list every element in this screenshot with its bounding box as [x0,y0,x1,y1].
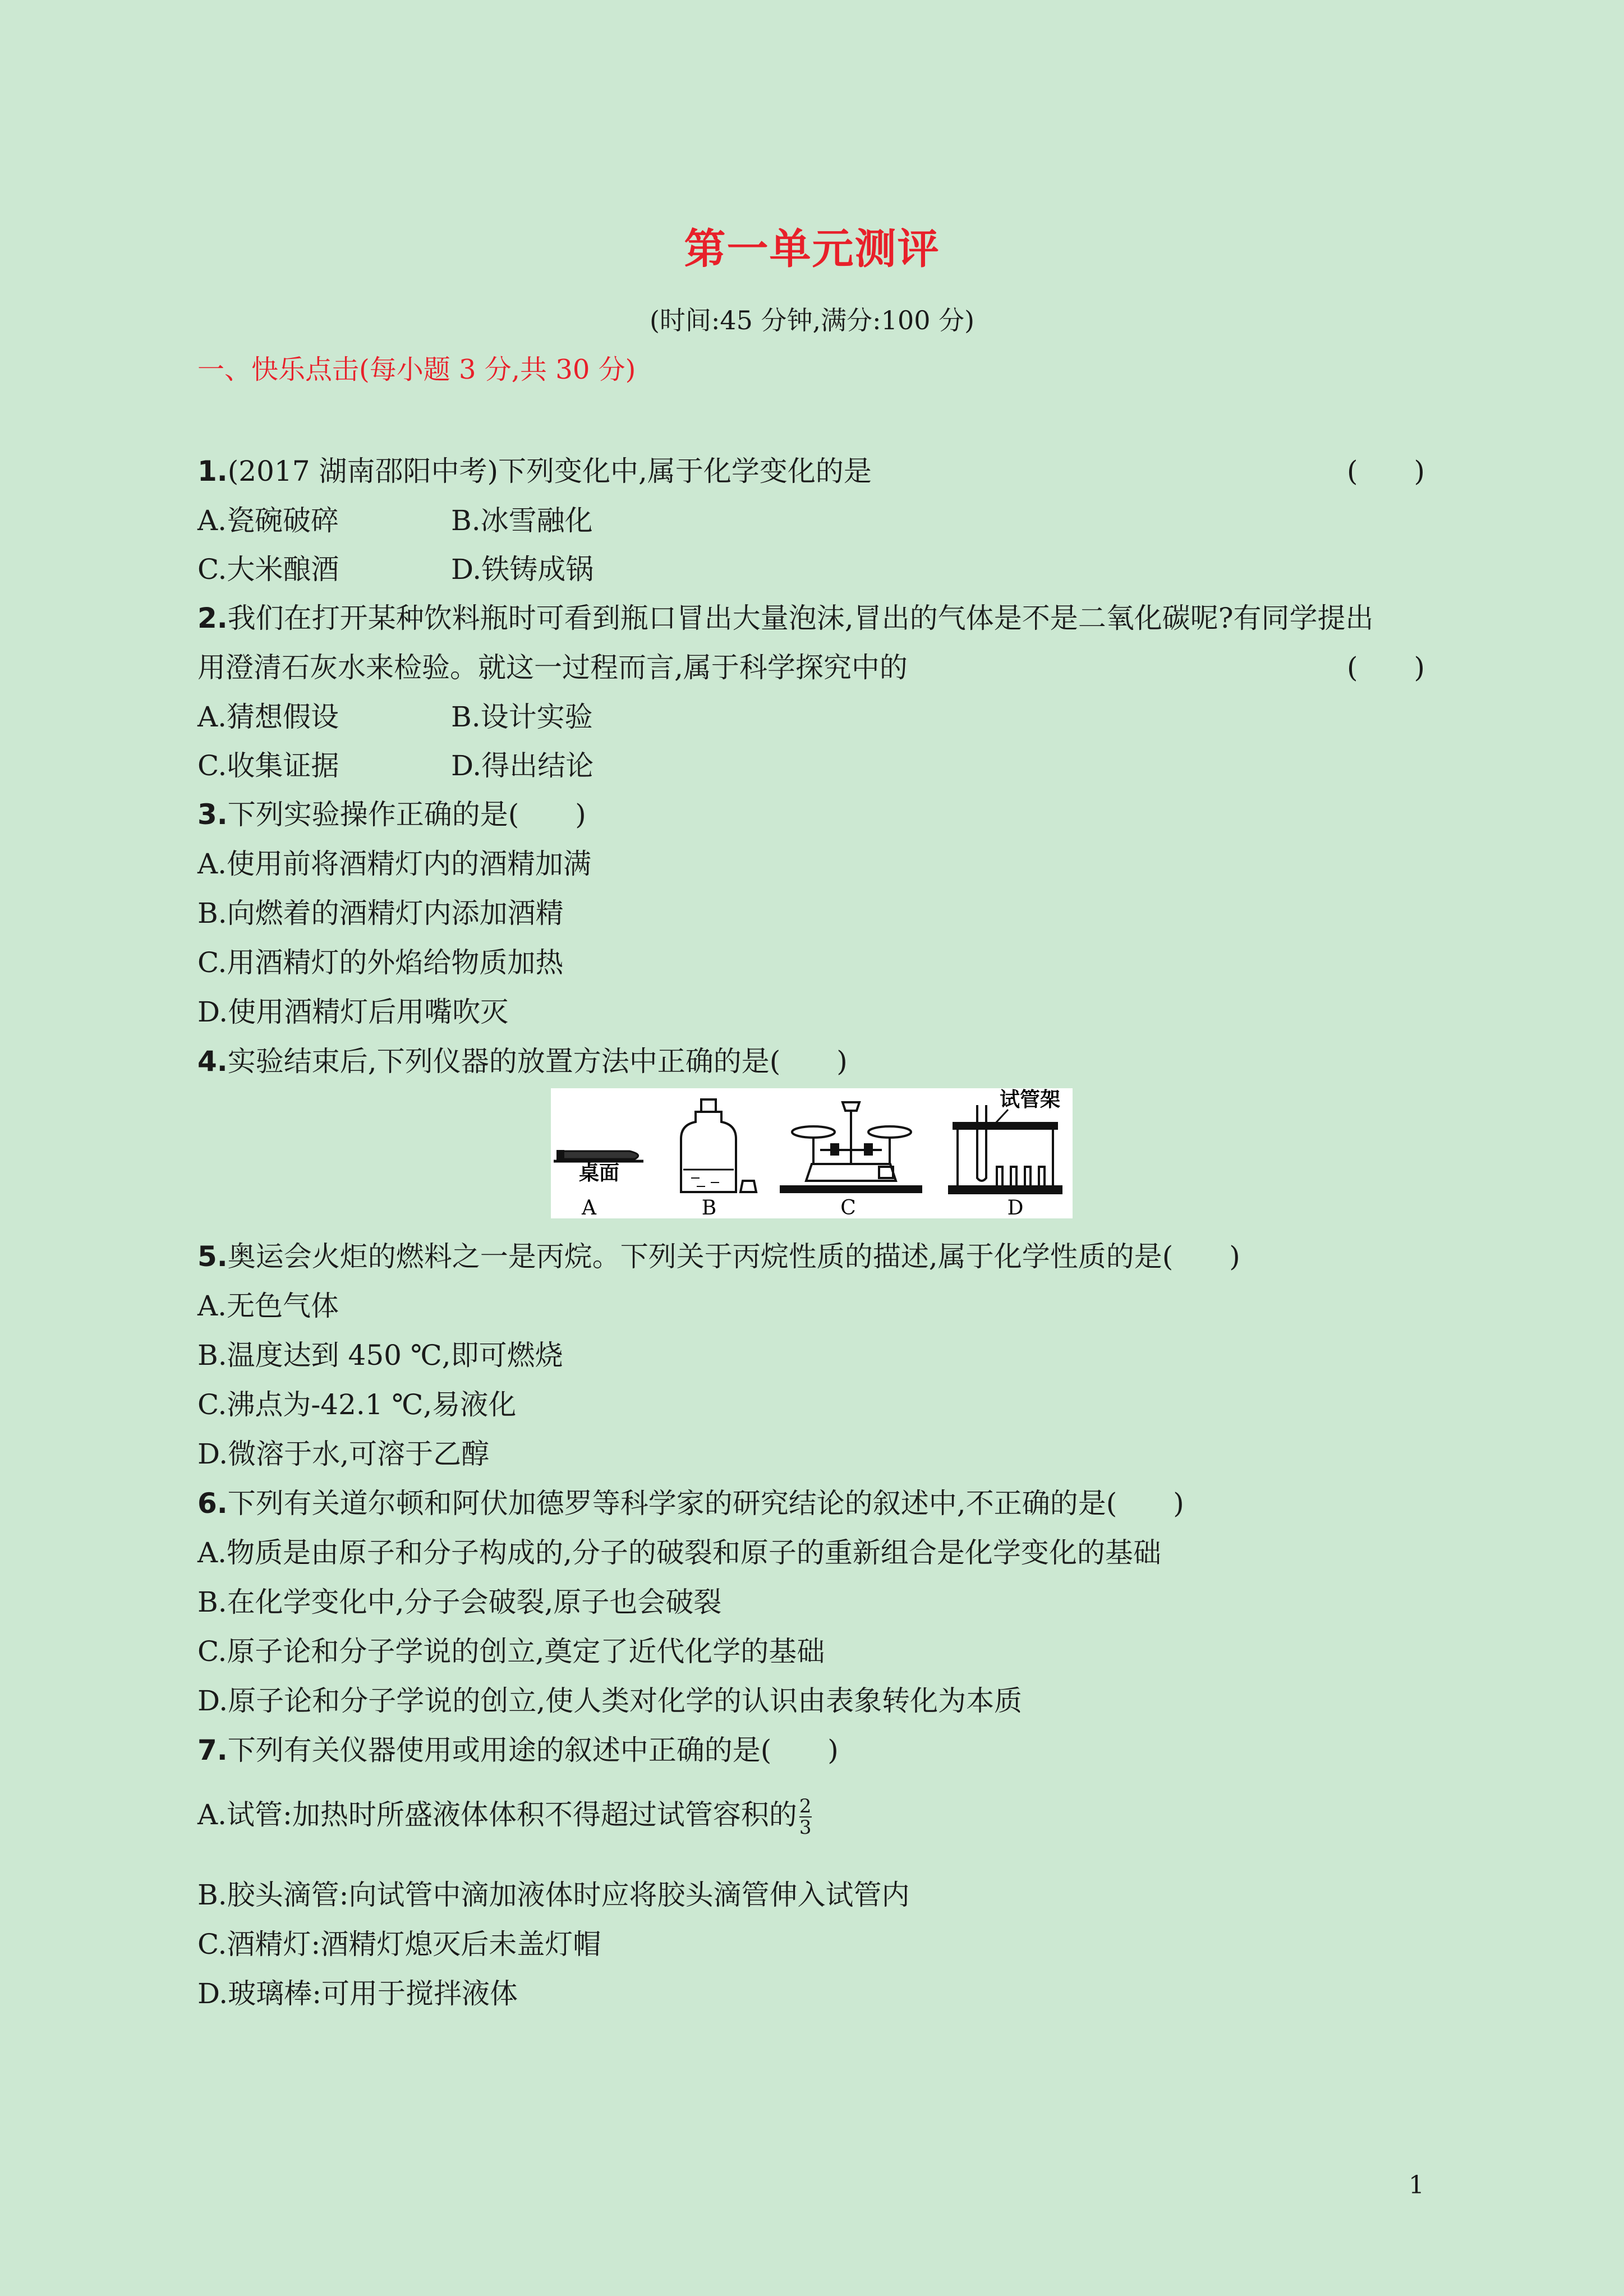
question-number: 3. [197,798,228,831]
question-3 [197,792,586,832]
desk-label: 桌面 [579,1161,620,1185]
section-heading: 一、快乐点击(每小题 3 分,共 30 分) [197,354,636,385]
option: A.试管:加热时所盛液体体积不得超过试管容积的 [197,1798,797,1831]
reagent-bottle [681,1099,756,1192]
option: C.酒精灯:酒精灯熄灭后未盖灯帽 [197,1928,601,1961]
option: D.使用酒精灯后用嘴吹灭 [197,996,509,1028]
question-number: 1. [197,455,228,487]
instrument-drawings [551,1088,1073,1218]
option: A.使用前将酒精灯内的酒精加满 [197,848,592,880]
question-4 [197,1039,848,1079]
answer-bracket: ( ) [1346,455,1425,487]
option: D.玻璃棒:可用于搅拌液体 [197,1977,518,2010]
option-with-fraction [197,1792,812,1838]
question-7 [197,1728,839,1768]
option: B.温度达到 450 ℃,即可燃烧 [197,1339,563,1372]
figure-label-a: A [582,1197,596,1218]
question-number: 7. [197,1734,228,1766]
question-number: 4. [197,1045,228,1078]
option: A.瓷碗破碎 [197,504,339,537]
question-number: 6. [197,1487,228,1520]
test-tube-rack [949,1105,1061,1193]
option: C.原子论和分子学说的创立,奠定了近代化学的基础 [197,1635,825,1668]
figure-label-b: B [701,1197,717,1218]
question-text-line2: 用澄清石灰水来检验。就这一过程而言,属于科学探究中的 [197,651,908,684]
fraction [799,1796,812,1838]
option: B.向燃着的酒精灯内添加酒精 [197,897,564,930]
test-tube-on-desk [554,1150,643,1161]
option: D.得出结论 [451,749,594,782]
option: A.无色气体 [197,1290,339,1322]
instrument-figure [551,1088,1073,1218]
question-2 [197,596,1374,636]
option: B.设计实验 [451,701,593,733]
question-text: 下列有关道尔顿和阿伏加德罗等科学家的研究结论的叙述中,不正确的是( ) [227,1487,1184,1520]
option: B.冰雪融化 [451,504,593,537]
question-6 [197,1481,1184,1521]
question-number: 2. [197,602,228,634]
balance-scale [781,1102,921,1192]
figure-label-c: C [840,1197,856,1218]
question-text: 下列实验操作正确的是( ) [227,798,586,831]
figure-label-d: D [1007,1197,1024,1218]
option: A.物质是由原子和分子构成的,分子的破裂和原子的重新组合是化学变化的基础 [197,1536,1161,1569]
answer-bracket: ( ) [1346,651,1425,684]
question-1 [197,449,872,489]
option: D.微溶于水,可溶于乙醇 [197,1438,490,1470]
option: D.原子论和分子学说的创立,使人类对化学的认识由表象转化为本质 [197,1685,1023,1717]
question-5 [197,1234,1240,1274]
option: C.收集证据 [197,749,339,782]
question-text: 下列有关仪器使用或用途的叙述中正确的是( ) [227,1734,839,1766]
option: C.大米酿酒 [197,553,339,586]
question-text: 实验结束后,下列仪器的放置方法中正确的是( ) [227,1045,848,1078]
option: C.沸点为-42.1 ℃,易液化 [197,1388,517,1421]
question-number: 5. [197,1240,228,1273]
option: D.铁铸成锅 [451,553,594,586]
page-title: 第一单元测评 [684,225,940,273]
question-text: 奥运会火炬的燃料之一是丙烷。下列关于丙烷性质的描述,属于化学性质的是( ) [227,1240,1240,1273]
question-text: (2017 湖南邵阳中考)下列变化中,属于化学变化的是 [227,455,872,487]
fraction-numerator: 2 [799,1795,812,1818]
option: B.在化学变化中,分子会破裂,原子也会破裂 [197,1586,722,1618]
option: A.猜想假设 [197,701,339,733]
question-text: 我们在打开某种饮料瓶时可看到瓶口冒出大量泡沫,冒出的气体是不是二氧化碳呢?有同学提出 [227,602,1374,634]
rack-label: 试管架 [1000,1088,1061,1111]
fraction-denominator: 3 [799,1816,812,1839]
option: C.用酒精灯的外焰给物质加热 [197,946,564,979]
page-number: 1 [1409,2171,1424,2200]
exam-info: (时间:45 分钟,满分:100 分) [649,305,975,335]
option: B.胶头滴管:向试管中滴加液体时应将胶头滴管伸入试管内 [197,1879,910,1911]
